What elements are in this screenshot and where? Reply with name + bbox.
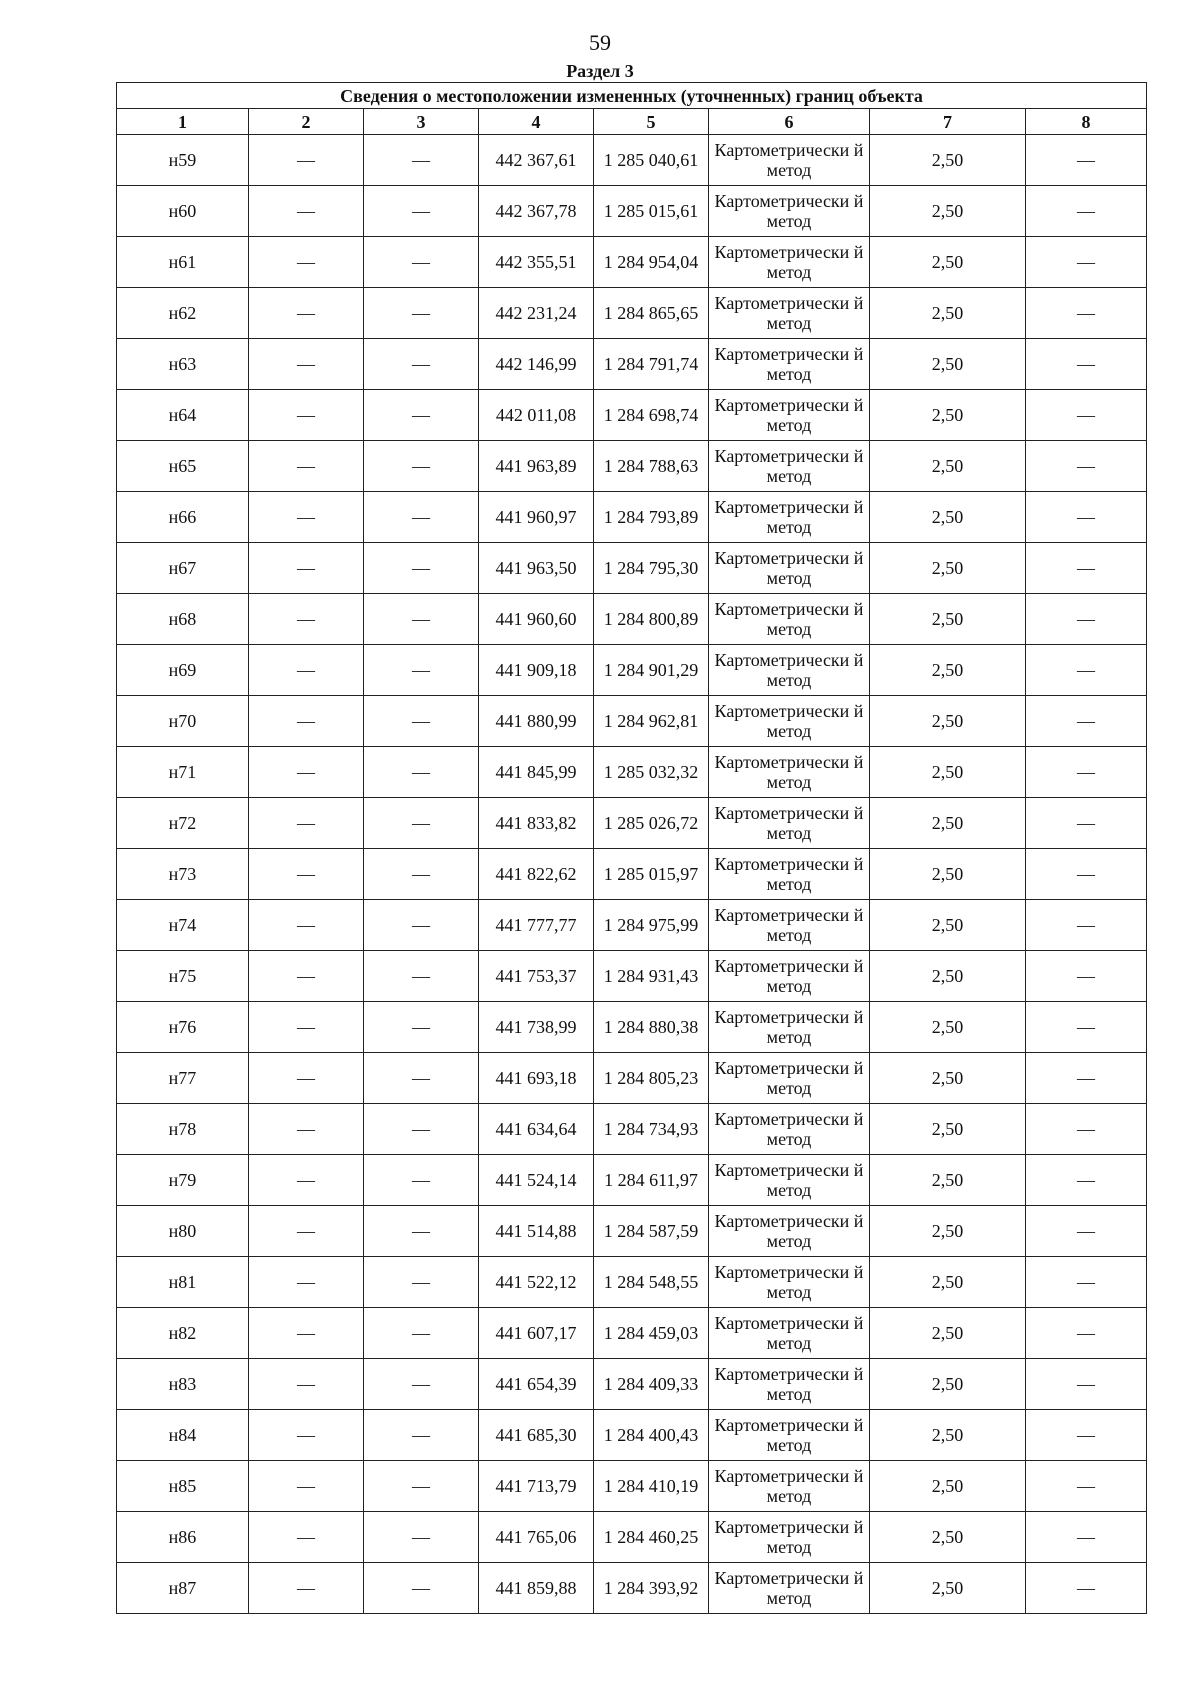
table-row [117, 1155, 1147, 1206]
y-coordinate-cell: 1 284 975,99 [594, 900, 709, 951]
col-8-cell: — [1026, 645, 1147, 696]
x-coordinate-cell: 441 963,50 [479, 543, 594, 594]
column-number-1: 1 [117, 109, 249, 135]
y-coordinate-cell: 1 284 587,59 [594, 1206, 709, 1257]
accuracy-cell: 2,50 [870, 1359, 1026, 1410]
col-8-cell: — [1026, 1206, 1147, 1257]
col-3-cell: — [364, 186, 479, 237]
point-id-cell: н80 [117, 1206, 249, 1257]
table-row [117, 1002, 1147, 1053]
method-cell: Картометрически й метод [709, 339, 870, 390]
point-id-cell: н71 [117, 747, 249, 798]
table-row [117, 1563, 1147, 1614]
method-cell: Картометрически й метод [709, 543, 870, 594]
y-coordinate-cell: 1 284 954,04 [594, 237, 709, 288]
table-row [117, 390, 1147, 441]
col-8-cell: — [1026, 1512, 1147, 1563]
column-number-2: 2 [249, 109, 364, 135]
table-row [117, 1461, 1147, 1512]
col-8-cell: — [1026, 1308, 1147, 1359]
y-coordinate-cell: 1 284 793,89 [594, 492, 709, 543]
col-8-cell: — [1026, 492, 1147, 543]
col-2-cell: — [249, 1155, 364, 1206]
method-cell: Картометрически й метод [709, 798, 870, 849]
col-3-cell: — [364, 951, 479, 1002]
accuracy-cell: 2,50 [870, 1257, 1026, 1308]
y-coordinate-cell: 1 285 026,72 [594, 798, 709, 849]
table-row [117, 1206, 1147, 1257]
method-cell: Картометрически й метод [709, 1104, 870, 1155]
point-id-cell: н83 [117, 1359, 249, 1410]
accuracy-cell: 2,50 [870, 339, 1026, 390]
table-row [117, 594, 1147, 645]
col-8-cell: — [1026, 1104, 1147, 1155]
point-id-cell: н72 [117, 798, 249, 849]
col-8-cell: — [1026, 237, 1147, 288]
accuracy-cell: 2,50 [870, 1104, 1026, 1155]
accuracy-cell: 2,50 [870, 645, 1026, 696]
accuracy-cell: 2,50 [870, 543, 1026, 594]
col-3-cell: — [364, 1410, 479, 1461]
method-cell: Картометрически й метод [709, 1053, 870, 1104]
y-coordinate-cell: 1 284 962,81 [594, 696, 709, 747]
method-cell: Картометрически й метод [709, 747, 870, 798]
col-3-cell: — [364, 1155, 479, 1206]
table-row [117, 747, 1147, 798]
point-id-cell: н86 [117, 1512, 249, 1563]
col-8-cell: — [1026, 594, 1147, 645]
col-3-cell: — [364, 1104, 479, 1155]
col-3-cell: — [364, 1461, 479, 1512]
method-cell: Картометрически й метод [709, 390, 870, 441]
col-8-cell: — [1026, 441, 1147, 492]
col-2-cell: — [249, 288, 364, 339]
y-coordinate-cell: 1 284 459,03 [594, 1308, 709, 1359]
point-id-cell: н75 [117, 951, 249, 1002]
x-coordinate-cell: 441 607,17 [479, 1308, 594, 1359]
accuracy-cell: 2,50 [870, 951, 1026, 1002]
accuracy-cell: 2,50 [870, 288, 1026, 339]
col-8-cell: — [1026, 696, 1147, 747]
col-3-cell: — [364, 339, 479, 390]
method-cell: Картометрически й метод [709, 1002, 870, 1053]
col-8-cell: — [1026, 1053, 1147, 1104]
point-id-cell: н77 [117, 1053, 249, 1104]
col-2-cell: — [249, 1308, 364, 1359]
col-8-cell: — [1026, 135, 1147, 186]
table-row [117, 1359, 1147, 1410]
method-cell: Картометрически й метод [709, 441, 870, 492]
col-2-cell: — [249, 1206, 364, 1257]
point-id-cell: н68 [117, 594, 249, 645]
table-row [117, 1104, 1147, 1155]
point-id-cell: н74 [117, 900, 249, 951]
y-coordinate-cell: 1 284 791,74 [594, 339, 709, 390]
table-row [117, 288, 1147, 339]
method-cell: Картометрически й метод [709, 1461, 870, 1512]
col-3-cell: — [364, 1308, 479, 1359]
point-id-cell: н62 [117, 288, 249, 339]
col-3-cell: — [364, 1257, 479, 1308]
table-row [117, 1512, 1147, 1563]
col-8-cell: — [1026, 951, 1147, 1002]
col-3-cell: — [364, 390, 479, 441]
col-2-cell: — [249, 1461, 364, 1512]
y-coordinate-cell: 1 284 400,43 [594, 1410, 709, 1461]
x-coordinate-cell: 442 367,61 [479, 135, 594, 186]
accuracy-cell: 2,50 [870, 798, 1026, 849]
x-coordinate-cell: 441 524,14 [479, 1155, 594, 1206]
col-2-cell: — [249, 1410, 364, 1461]
col-2-cell: — [249, 339, 364, 390]
y-coordinate-cell: 1 285 040,61 [594, 135, 709, 186]
x-coordinate-cell: 441 685,30 [479, 1410, 594, 1461]
section-title: Раздел 3 [566, 61, 634, 81]
y-coordinate-cell: 1 284 901,29 [594, 645, 709, 696]
col-2-cell: — [249, 1512, 364, 1563]
point-id-cell: н81 [117, 1257, 249, 1308]
method-cell: Картометрически й метод [709, 900, 870, 951]
method-cell: Картометрически й метод [709, 951, 870, 1002]
col-2-cell: — [249, 645, 364, 696]
point-id-cell: н85 [117, 1461, 249, 1512]
col-8-cell: — [1026, 1410, 1147, 1461]
col-2-cell: — [249, 186, 364, 237]
col-8-cell: — [1026, 747, 1147, 798]
y-coordinate-cell: 1 284 611,97 [594, 1155, 709, 1206]
table-title-row [117, 83, 1147, 109]
col-8-cell: — [1026, 1359, 1147, 1410]
col-3-cell: — [364, 645, 479, 696]
accuracy-cell: 2,50 [870, 849, 1026, 900]
col-2-cell: — [249, 951, 364, 1002]
table-row [117, 441, 1147, 492]
table-row [117, 849, 1147, 900]
method-cell: Картометрически й метод [709, 849, 870, 900]
y-coordinate-cell: 1 284 865,65 [594, 288, 709, 339]
col-3-cell: — [364, 849, 479, 900]
point-id-cell: н84 [117, 1410, 249, 1461]
y-coordinate-cell: 1 284 788,63 [594, 441, 709, 492]
col-8-cell: — [1026, 1563, 1147, 1614]
col-2-cell: — [249, 441, 364, 492]
x-coordinate-cell: 441 833,82 [479, 798, 594, 849]
col-8-cell: — [1026, 1155, 1147, 1206]
col-3-cell: — [364, 1206, 479, 1257]
col-2-cell: — [249, 1359, 364, 1410]
x-coordinate-cell: 441 960,60 [479, 594, 594, 645]
method-cell: Картометрически й метод [709, 1512, 870, 1563]
accuracy-cell: 2,50 [870, 1206, 1026, 1257]
column-number-4: 4 [479, 109, 594, 135]
x-coordinate-cell: 441 753,37 [479, 951, 594, 1002]
col-8-cell: — [1026, 849, 1147, 900]
method-cell: Картометрически й метод [709, 696, 870, 747]
col-8-cell: — [1026, 390, 1147, 441]
x-coordinate-cell: 441 880,99 [479, 696, 594, 747]
col-3-cell: — [364, 492, 479, 543]
col-8-cell: — [1026, 186, 1147, 237]
accuracy-cell: 2,50 [870, 1002, 1026, 1053]
col-3-cell: — [364, 237, 479, 288]
point-id-cell: н76 [117, 1002, 249, 1053]
accuracy-cell: 2,50 [870, 1461, 1026, 1512]
accuracy-cell: 2,50 [870, 186, 1026, 237]
point-id-cell: н79 [117, 1155, 249, 1206]
col-2-cell: — [249, 1053, 364, 1104]
col-3-cell: — [364, 1563, 479, 1614]
table-row [117, 543, 1147, 594]
col-3-cell: — [364, 288, 479, 339]
point-id-cell: н66 [117, 492, 249, 543]
table-row [117, 135, 1147, 186]
x-coordinate-cell: 441 654,39 [479, 1359, 594, 1410]
table-row [117, 696, 1147, 747]
col-2-cell: — [249, 390, 364, 441]
point-id-cell: н87 [117, 1563, 249, 1614]
column-number-5: 5 [594, 109, 709, 135]
col-2-cell: — [249, 543, 364, 594]
point-id-cell: н73 [117, 849, 249, 900]
table-row [117, 237, 1147, 288]
accuracy-cell: 2,50 [870, 390, 1026, 441]
column-number-6: 6 [709, 109, 870, 135]
y-coordinate-cell: 1 284 931,43 [594, 951, 709, 1002]
col-2-cell: — [249, 696, 364, 747]
col-3-cell: — [364, 798, 479, 849]
table-row [117, 798, 1147, 849]
x-coordinate-cell: 441 845,99 [479, 747, 594, 798]
col-3-cell: — [364, 441, 479, 492]
col-3-cell: — [364, 1002, 479, 1053]
accuracy-cell: 2,50 [870, 1512, 1026, 1563]
coordinates-table [116, 82, 1147, 1614]
x-coordinate-cell: 441 963,89 [479, 441, 594, 492]
col-3-cell: — [364, 1053, 479, 1104]
y-coordinate-cell: 1 284 410,19 [594, 1461, 709, 1512]
x-coordinate-cell: 442 367,78 [479, 186, 594, 237]
table-row [117, 1410, 1147, 1461]
column-number-7: 7 [870, 109, 1026, 135]
page-number: 59 [589, 30, 611, 55]
x-coordinate-cell: 441 693,18 [479, 1053, 594, 1104]
method-cell: Картометрически й метод [709, 186, 870, 237]
table-row [117, 1308, 1147, 1359]
table-row [117, 900, 1147, 951]
col-2-cell: — [249, 1563, 364, 1614]
col-2-cell: — [249, 1002, 364, 1053]
x-coordinate-cell: 441 522,12 [479, 1257, 594, 1308]
col-8-cell: — [1026, 543, 1147, 594]
point-id-cell: н59 [117, 135, 249, 186]
x-coordinate-cell: 441 738,99 [479, 1002, 594, 1053]
x-coordinate-cell: 441 859,88 [479, 1563, 594, 1614]
method-cell: Картометрически й метод [709, 1563, 870, 1614]
table-row [117, 492, 1147, 543]
accuracy-cell: 2,50 [870, 492, 1026, 543]
col-3-cell: — [364, 900, 479, 951]
table-body [117, 135, 1147, 1614]
method-cell: Картометрически й метод [709, 1206, 870, 1257]
x-coordinate-cell: 442 011,08 [479, 390, 594, 441]
x-coordinate-cell: 441 777,77 [479, 900, 594, 951]
col-3-cell: — [364, 543, 479, 594]
column-number-3: 3 [364, 109, 479, 135]
col-8-cell: — [1026, 1002, 1147, 1053]
col-2-cell: — [249, 135, 364, 186]
method-cell: Картометрически й метод [709, 1155, 870, 1206]
col-3-cell: — [364, 1512, 479, 1563]
x-coordinate-cell: 441 713,79 [479, 1461, 594, 1512]
accuracy-cell: 2,50 [870, 1053, 1026, 1104]
point-id-cell: н70 [117, 696, 249, 747]
method-cell: Картометрически й метод [709, 1257, 870, 1308]
point-id-cell: н63 [117, 339, 249, 390]
y-coordinate-cell: 1 285 015,61 [594, 186, 709, 237]
y-coordinate-cell: 1 284 698,74 [594, 390, 709, 441]
method-cell: Картометрически й метод [709, 1308, 870, 1359]
x-coordinate-cell: 441 765,06 [479, 1512, 594, 1563]
accuracy-cell: 2,50 [870, 747, 1026, 798]
y-coordinate-cell: 1 284 409,33 [594, 1359, 709, 1410]
point-id-cell: н64 [117, 390, 249, 441]
col-3-cell: — [364, 747, 479, 798]
x-coordinate-cell: 441 909,18 [479, 645, 594, 696]
table-row [117, 645, 1147, 696]
col-2-cell: — [249, 594, 364, 645]
col-3-cell: — [364, 135, 479, 186]
method-cell: Картометрически й метод [709, 288, 870, 339]
col-3-cell: — [364, 696, 479, 747]
accuracy-cell: 2,50 [870, 1410, 1026, 1461]
col-3-cell: — [364, 1359, 479, 1410]
point-id-cell: н67 [117, 543, 249, 594]
table-row [117, 1257, 1147, 1308]
col-8-cell: — [1026, 339, 1147, 390]
method-cell: Картометрически й метод [709, 1359, 870, 1410]
accuracy-cell: 2,50 [870, 594, 1026, 645]
table-row [117, 951, 1147, 1002]
table-row [117, 186, 1147, 237]
col-2-cell: — [249, 900, 364, 951]
point-id-cell: н60 [117, 186, 249, 237]
col-8-cell: — [1026, 798, 1147, 849]
y-coordinate-cell: 1 285 015,97 [594, 849, 709, 900]
x-coordinate-cell: 442 146,99 [479, 339, 594, 390]
y-coordinate-cell: 1 284 548,55 [594, 1257, 709, 1308]
method-cell: Картометрически й метод [709, 492, 870, 543]
method-cell: Картометрически й метод [709, 645, 870, 696]
y-coordinate-cell: 1 284 460,25 [594, 1512, 709, 1563]
col-2-cell: — [249, 849, 364, 900]
x-coordinate-cell: 441 514,88 [479, 1206, 594, 1257]
table-row [117, 339, 1147, 390]
y-coordinate-cell: 1 284 795,30 [594, 543, 709, 594]
col-2-cell: — [249, 747, 364, 798]
column-number-8: 8 [1026, 109, 1147, 135]
column-number-row [117, 109, 1147, 135]
x-coordinate-cell: 442 231,24 [479, 288, 594, 339]
x-coordinate-cell: 441 822,62 [479, 849, 594, 900]
y-coordinate-cell: 1 284 805,23 [594, 1053, 709, 1104]
accuracy-cell: 2,50 [870, 1155, 1026, 1206]
method-cell: Картометрически й метод [709, 594, 870, 645]
col-3-cell: — [364, 594, 479, 645]
col-2-cell: — [249, 1104, 364, 1155]
point-id-cell: н61 [117, 237, 249, 288]
col-2-cell: — [249, 492, 364, 543]
accuracy-cell: 2,50 [870, 135, 1026, 186]
y-coordinate-cell: 1 285 032,32 [594, 747, 709, 798]
x-coordinate-cell: 442 355,51 [479, 237, 594, 288]
point-id-cell: н82 [117, 1308, 249, 1359]
accuracy-cell: 2,50 [870, 237, 1026, 288]
point-id-cell: н78 [117, 1104, 249, 1155]
y-coordinate-cell: 1 284 800,89 [594, 594, 709, 645]
accuracy-cell: 2,50 [870, 696, 1026, 747]
col-2-cell: — [249, 237, 364, 288]
method-cell: Картометрически й метод [709, 237, 870, 288]
table-row [117, 1053, 1147, 1104]
col-8-cell: — [1026, 1257, 1147, 1308]
col-2-cell: — [249, 798, 364, 849]
y-coordinate-cell: 1 284 393,92 [594, 1563, 709, 1614]
x-coordinate-cell: 441 960,97 [479, 492, 594, 543]
accuracy-cell: 2,50 [870, 1563, 1026, 1614]
point-id-cell: н65 [117, 441, 249, 492]
accuracy-cell: 2,50 [870, 1308, 1026, 1359]
accuracy-cell: 2,50 [870, 900, 1026, 951]
accuracy-cell: 2,50 [870, 441, 1026, 492]
method-cell: Картометрически й метод [709, 135, 870, 186]
y-coordinate-cell: 1 284 734,93 [594, 1104, 709, 1155]
col-2-cell: — [249, 1257, 364, 1308]
col-8-cell: — [1026, 900, 1147, 951]
y-coordinate-cell: 1 284 880,38 [594, 1002, 709, 1053]
table-title: Сведения о местоположении измененных (уточненных) границ объекта [117, 83, 1147, 109]
col-8-cell: — [1026, 288, 1147, 339]
x-coordinate-cell: 441 634,64 [479, 1104, 594, 1155]
col-8-cell: — [1026, 1461, 1147, 1512]
point-id-cell: н69 [117, 645, 249, 696]
method-cell: Картометрически й метод [709, 1410, 870, 1461]
